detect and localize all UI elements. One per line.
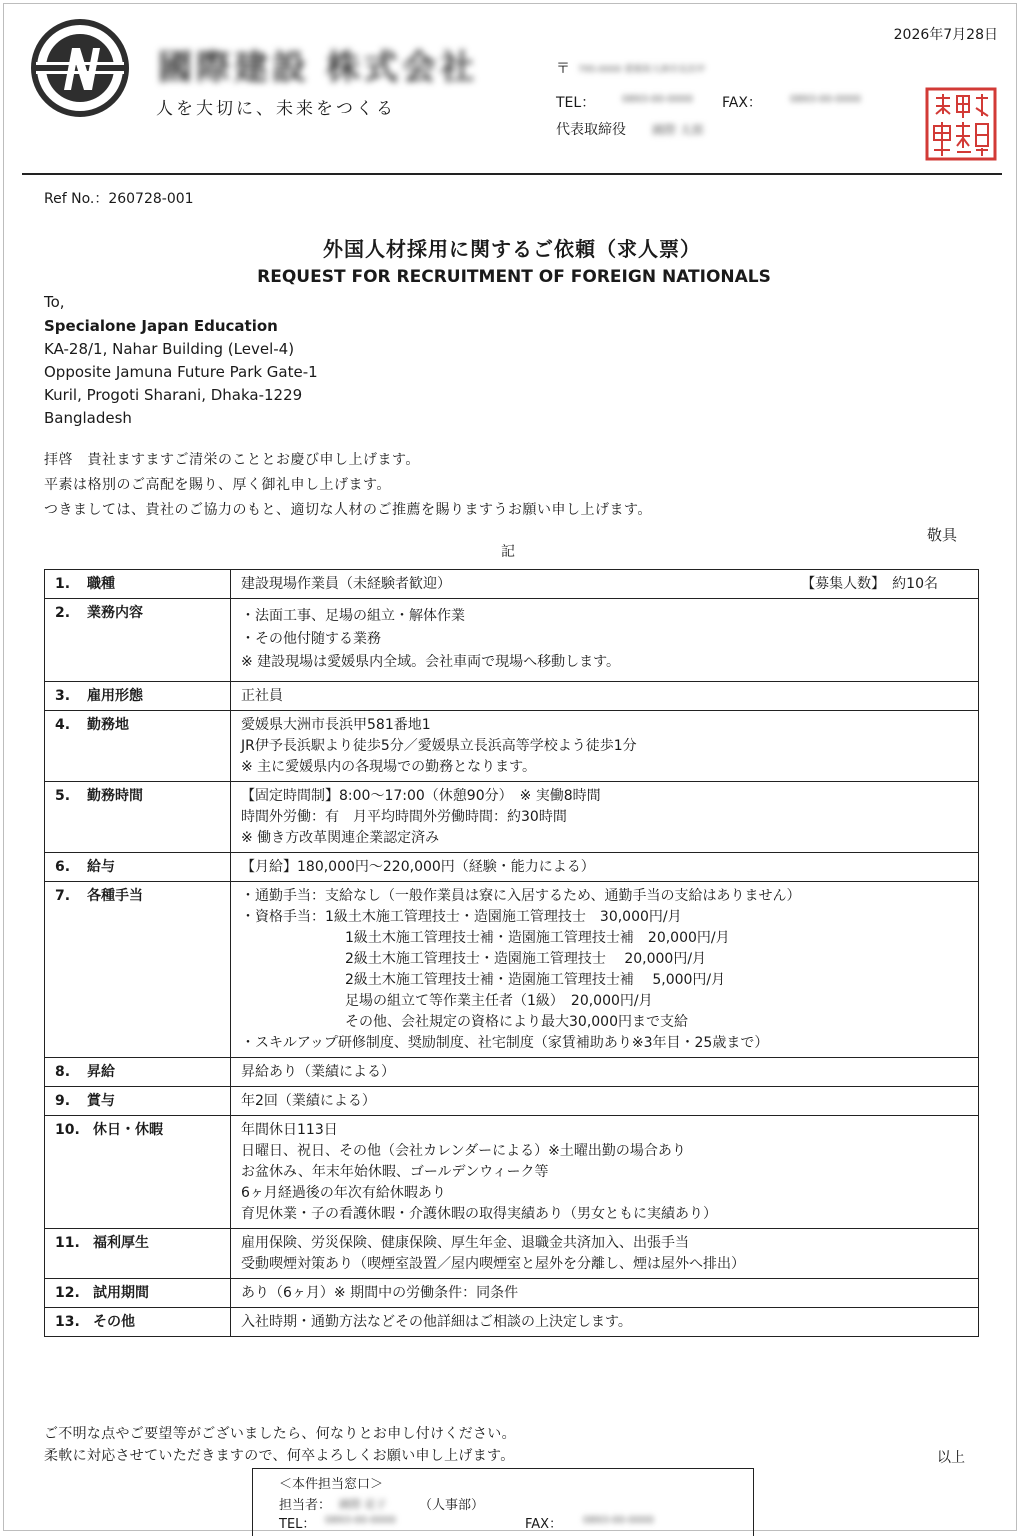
table-row	[45, 1308, 979, 1337]
recipient-address-line: Opposite Jamuna Future Park Gate-1	[44, 363, 318, 381]
table-row	[45, 1087, 979, 1116]
document-title-en: REQUEST FOR RECRUITMENT OF FOREIGN NATIONALS	[257, 267, 771, 287]
table-row	[45, 570, 979, 599]
row-label: 6. 給与	[45, 853, 231, 882]
row-label: 9. 賞与	[45, 1087, 231, 1116]
company-logo-icon	[30, 18, 130, 118]
row-label: 10. 休日・休暇	[45, 1116, 231, 1229]
reference-number: Ref No.：260728-001	[44, 191, 194, 207]
row-value: 【月給】180,000円～220,000円（経験・能力による）	[231, 853, 979, 882]
representative-label: 代表取締役	[556, 122, 626, 138]
row-label: 12. 試用期間	[45, 1279, 231, 1308]
table-row	[45, 853, 979, 882]
company-slogan: 人を大切に、未来をつくる	[156, 99, 396, 119]
table-row	[45, 882, 979, 1058]
document-date: 2026年7月28日	[893, 27, 998, 43]
row-value: ・通勤手当：支給なし（一般作業員は寮に入居するため、通勤手当の支給はありません） ・資格手当：1級土木施工管理技士・造園施工管理技士 30,000円/月 1級土木施工管理技士補・造園施工管理技士補 20,000円/月 2級土木施工管理技士・造園施工管理技士 20,000円/月 2級土木施工管理技士補・造園施工管理技士補 5,000円/月 足場の組立て等作業主任者（1級） 20,000円/月 その他、会社規定の資格により最大30,000円まで支給 ・スキルアップ研修制度、奨励制度、社宅制度（家賃補助あり※3年目・25歳まで）	[231, 882, 979, 1058]
table-row	[45, 1116, 979, 1229]
row-label: 13. その他	[45, 1308, 231, 1337]
job-details-table	[44, 569, 979, 1337]
row-label: 7. 各種手当	[45, 882, 231, 1058]
company-seal-icon	[924, 86, 998, 162]
row-value: ・法面工事、足場の組立・解体作業 ・その他付随する業務 ※ 建設現場は愛媛県内全域。会社車両で現場へ移動します。	[231, 599, 979, 682]
table-row	[45, 599, 979, 682]
contact-person-label: 担当者：	[279, 1498, 332, 1513]
row-value: 【募集人数】 約10名 建設現場作業員（未経験者歓迎）	[231, 570, 979, 599]
recruit-count: 【募集人数】 約10名	[801, 576, 938, 592]
closing-line: ご不明な点やご要望等がございましたら、何なりとお申し付けください。	[44, 1426, 516, 1442]
tel-label: TEL：	[556, 95, 596, 111]
representative-name: 國際 太郎	[652, 123, 704, 137]
row-label: 5. 勤務時間	[45, 782, 231, 853]
recipient-address-line: Kuril, Progoti Sharani, Dhaka-1229	[44, 386, 303, 404]
row-value: 年2回（業績による）	[231, 1087, 979, 1116]
greeting-line: 平素は格別のご高配を賜り、厚く御礼申し上げます。	[44, 477, 391, 493]
recipient-name: Specialone Japan Education	[44, 317, 278, 335]
row-value: あり（6ヶ月）※ 期間中の労働条件：同条件	[231, 1279, 979, 1308]
contact-department: （人事部）	[419, 1498, 485, 1513]
recipient-to: To,	[44, 293, 65, 311]
row-value: 正社員	[231, 682, 979, 711]
table-row	[45, 1229, 979, 1279]
closing-ijo: 以上	[937, 1450, 965, 1466]
table-row	[45, 682, 979, 711]
greeting-line: つきましては、貴社のご協力のもと、適切な人材のご推薦を賜りますうお願い申し上げます。	[44, 502, 652, 518]
tel-value: 0893-00-0000	[622, 94, 693, 105]
contact-fax-value: 0893-00-0000	[583, 1515, 654, 1526]
company-address: 795-0000 愛媛県大洲市長浜甲	[578, 65, 706, 75]
contact-tel-label: TEL：	[279, 1517, 316, 1532]
header-divider	[22, 173, 1002, 175]
contact-box	[252, 1468, 754, 1536]
row-value: 入社時期・通勤方法などその他詳細はご相談の上決定します。	[231, 1308, 979, 1337]
closing-line: 柔軟に対応させていただきますので、何卒よろしくお願い申し上げます。	[44, 1448, 515, 1464]
table-row	[45, 1058, 979, 1087]
row-value: 雇用保険、労災保険、健康保険、厚生年金、退職金共済加入、出張手当 受動喫煙対策あり（喫煙室設置／屋内喫煙室と屋外を分離し、煙は屋外へ排出）	[231, 1229, 979, 1279]
table-row	[45, 782, 979, 853]
recipient-address-line: KA-28/1, Nahar Building (Level-4)	[44, 340, 295, 358]
fax-label: FAX：	[722, 95, 762, 111]
row-value: 【固定時間制】8:00～17:00（休憩90分） ※ 実働8時間 時間外労働：有 月平均時間外労働時間：約30時間 ※ 働き方改革関連企業認定済み	[231, 782, 979, 853]
row-label: 8. 昇給	[45, 1058, 231, 1087]
postal-mark: 〒	[556, 61, 570, 77]
document-title-jp: 外国人材採用に関するご依頼（求人票）	[323, 237, 701, 261]
row-label: 1. 職種	[45, 570, 231, 599]
contact-title: ＜本件担当窓口＞	[279, 1477, 384, 1492]
row-label: 11. 福利厚生	[45, 1229, 231, 1279]
table-row	[45, 1279, 979, 1308]
row-value: 昇給あり（業績による）	[231, 1058, 979, 1087]
closing-keigu: 敬具	[927, 526, 958, 544]
row-label: 3. 雇用形態	[45, 682, 231, 711]
fax-value: 0893-00-0000	[790, 94, 861, 105]
row-value: 愛媛県大洲市長浜甲581番地1 JR伊予長浜駅より徒歩5分／愛媛県立長浜高等学校よう徒歩1分 ※ 主に愛媛県内の各現場での勤務となります。	[231, 711, 979, 782]
ki-mark: 記	[501, 544, 515, 560]
contact-fax-label: FAX：	[525, 1517, 563, 1532]
greeting-line: 拝啓 貴社ますますご清栄のこととお慶び申し上げます。	[44, 452, 420, 468]
table-row	[45, 711, 979, 782]
contact-tel-value: 0893-00-0000	[325, 1515, 396, 1526]
row-label: 4. 勤務地	[45, 711, 231, 782]
row-label: 2. 業務内容	[45, 599, 231, 682]
contact-person-name: 國際 花子	[339, 1498, 387, 1511]
company-name: 國際建設 株式会社	[158, 48, 478, 88]
row-value: 年間休日113日 日曜日、祝日、その他（会社カレンダーによる）※土曜出勤の場合あり お盆休み、年末年始休暇、ゴールデンウィーク等 6ヶ月経過後の年次有給休暇あり 育児休業・子の看護休暇・介護休暇の取得実績あり（男女ともに実績あり）	[231, 1116, 979, 1229]
recipient-address-line: Bangladesh	[44, 409, 132, 427]
